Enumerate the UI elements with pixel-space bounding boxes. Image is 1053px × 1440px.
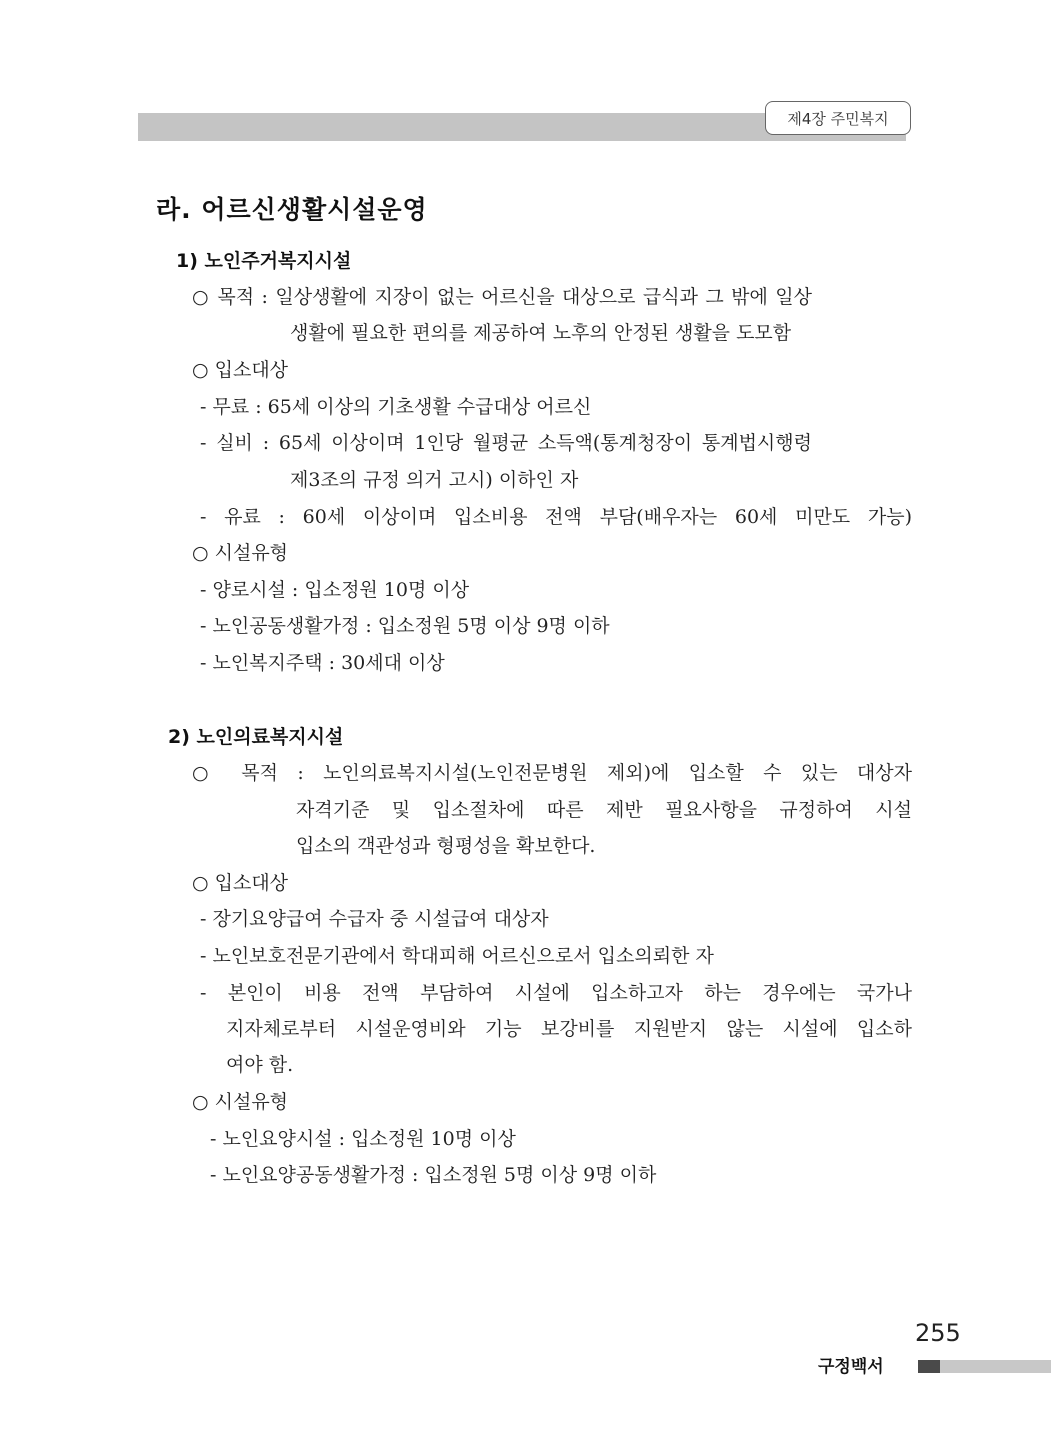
- footer-bar-light: [940, 1360, 1051, 1373]
- target-item: - 장기요양급여 수급자 중 시설급여 대상자: [200, 908, 549, 930]
- section-title: 라. 어르신생활시설운영: [156, 195, 428, 224]
- target-heading: ○ 입소대상: [192, 359, 289, 381]
- type-heading: ○ 시설유형: [192, 542, 289, 564]
- purpose-line: ○ 목적 : 노인의료복지시설(노인전문병원 제외)에 입소할 수 있는 대상자: [192, 762, 912, 784]
- type-item: - 노인복지주택 : 30세대 이상: [200, 652, 445, 674]
- purpose-line: 자격기준 및 입소절차에 따른 제반 필요사항을 규정하여 시설: [296, 799, 912, 821]
- target-item-cont: 제3조의 규정 의거 고시) 이하인 자: [290, 469, 579, 491]
- target-item: - 노인보호전문기관에서 학대피해 어르신으로서 입소의뢰한 자: [200, 945, 714, 967]
- purpose-line: ○ 목적 : 일상생활에 지장이 없는 어르신을 대상으로 급식과 그 밖에 일상: [192, 286, 812, 308]
- target-item: - 유료 : 60세 이상이며 입소비용 전액 부담(배우자는 60세 미만도 가능): [200, 506, 912, 528]
- target-item-cont: 여야 함.: [226, 1054, 294, 1076]
- page-number: 255: [915, 1319, 961, 1347]
- subsection-title-2: 2) 노인의료복지시설: [168, 726, 344, 748]
- subsection-title-1: 1) 노인주거복지시설: [176, 250, 352, 272]
- type-item: - 노인공동생활가정 : 입소정원 5명 이상 9명 이하: [200, 615, 610, 637]
- purpose-line: 생활에 필요한 편의를 제공하여 노후의 안정된 생활을 도모함: [290, 322, 792, 344]
- purpose-line: 입소의 객관성과 형평성을 확보한다.: [296, 835, 596, 857]
- footer-book-title: 구정백서: [818, 1357, 884, 1377]
- chapter-tag: 제4장 주민복지: [765, 101, 911, 135]
- target-item-cont: 지자체로부터 시설운영비와 기능 보강비를 지원받지 않는 시설에 입소하: [226, 1018, 912, 1040]
- target-item: - 실비 : 65세 이상이며 1인당 월평균 소득액(통계청장이 통계법시행령: [200, 432, 812, 454]
- target-heading: ○ 입소대상: [192, 872, 289, 894]
- type-item: - 노인요양공동생활가정 : 입소정원 5명 이상 9명 이하: [210, 1164, 657, 1186]
- type-heading: ○ 시설유형: [192, 1091, 289, 1113]
- type-item: - 노인요양시설 : 입소정원 10명 이상: [210, 1128, 516, 1150]
- target-item: - 본인이 비용 전액 부담하여 시설에 입소하고자 하는 경우에는 국가나: [200, 982, 912, 1004]
- target-item: - 무료 : 65세 이상의 기초생활 수급대상 어르신: [200, 396, 592, 418]
- type-item: - 양로시설 : 입소정원 10명 이상: [200, 579, 470, 601]
- footer-bar-dark: [918, 1360, 940, 1373]
